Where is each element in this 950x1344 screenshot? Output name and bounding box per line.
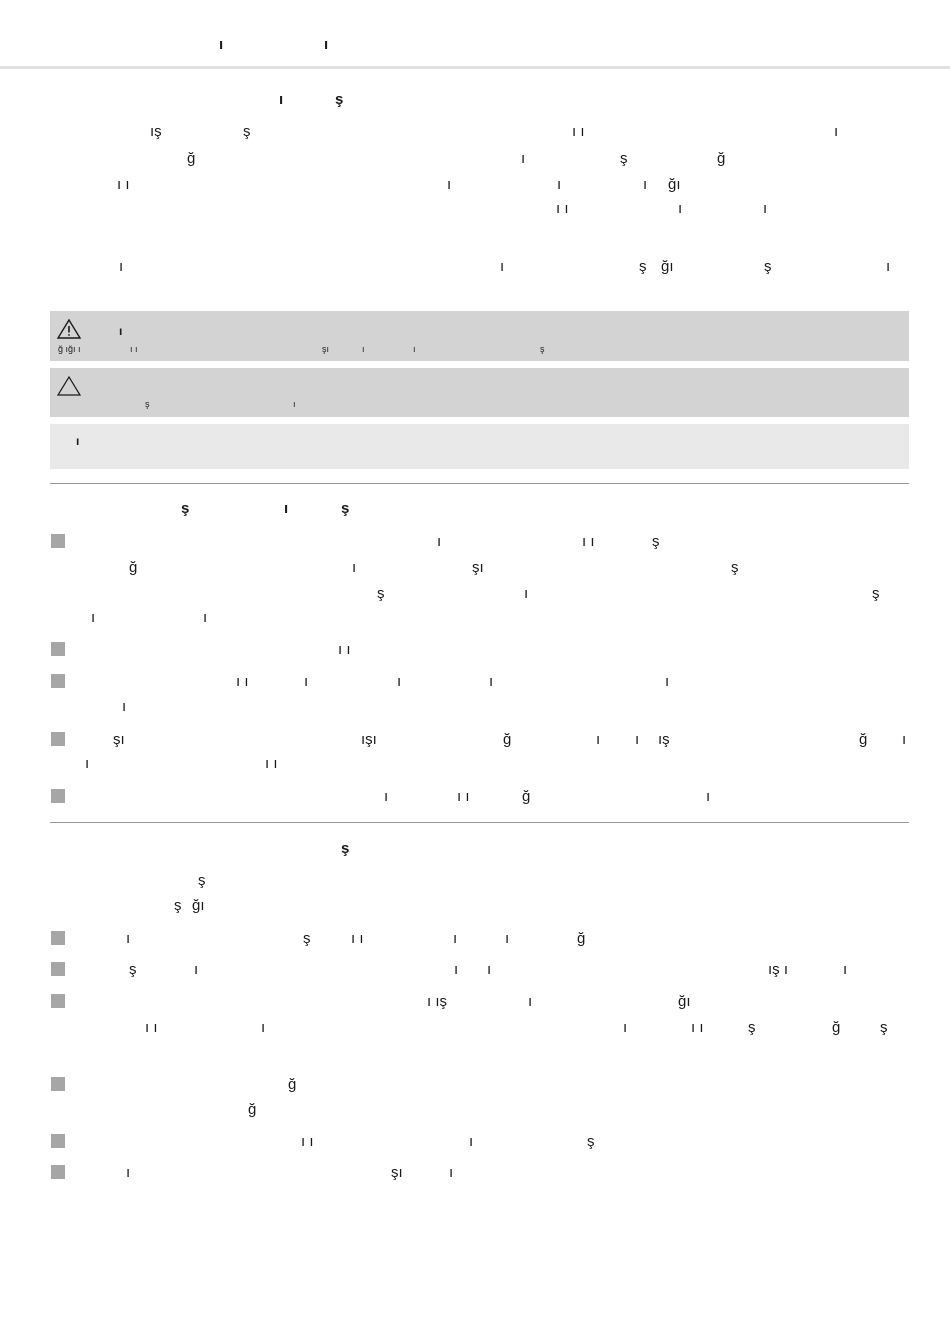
- list-item-text: ş: [731, 559, 739, 576]
- warning-text: ı: [362, 344, 365, 354]
- list-item-text: ı: [706, 788, 711, 805]
- note-text: ı: [76, 434, 80, 448]
- body-text: ış: [150, 123, 162, 140]
- list-item-text: ş: [872, 585, 880, 602]
- section-heading: ş: [181, 500, 190, 517]
- list-item-text: ğ: [288, 1076, 297, 1093]
- list-item-text: ı: [489, 673, 494, 690]
- list-item-text: ş: [377, 585, 385, 602]
- header-fragment: ı: [219, 36, 224, 53]
- list-item-text: ı ı: [351, 930, 364, 947]
- list-item-text: ğ: [503, 731, 512, 748]
- list-item-text: ı: [902, 731, 907, 748]
- bullet-marker: [51, 534, 65, 548]
- list-item-text: ı: [505, 930, 510, 947]
- body-text: ı: [678, 200, 683, 217]
- header-fragment: ı: [324, 36, 329, 53]
- list-item-text: ı: [384, 788, 389, 805]
- body-text: ı: [447, 176, 452, 193]
- body-text: ı ı: [572, 123, 585, 140]
- body-text: ğı: [661, 258, 674, 275]
- list-item-text: ı: [122, 698, 127, 715]
- body-text: ı: [557, 176, 562, 193]
- bullet-marker: [51, 931, 65, 945]
- warning-title: ı: [119, 324, 123, 338]
- list-item-text: ş: [129, 961, 137, 978]
- list-item-text: ı: [635, 731, 640, 748]
- list-item-text: ğ: [577, 930, 586, 947]
- list-item-text: şı: [113, 731, 125, 748]
- list-item-text: ı: [397, 673, 402, 690]
- section-heading: ı: [284, 500, 289, 517]
- list-item-text: ı: [487, 961, 492, 978]
- list-item-text: ı ı: [582, 533, 595, 550]
- list-item-text: ğ: [129, 559, 138, 576]
- list-item-text: ı: [665, 673, 670, 690]
- list-item-text: ı: [469, 1133, 474, 1150]
- body-text: ğ: [717, 150, 726, 167]
- warning-text: ş: [540, 344, 545, 354]
- list-item-text: ı: [352, 559, 357, 576]
- bullet-marker: [51, 994, 65, 1008]
- section-heading: ş: [335, 91, 344, 108]
- warning-text: ğ ığı ı: [58, 344, 81, 354]
- body-text: ı: [886, 258, 891, 275]
- list-item-text: ı: [454, 961, 459, 978]
- list-item-text: ı ı: [338, 641, 351, 658]
- caution-text: ı: [293, 399, 296, 409]
- body-text: ı: [119, 258, 124, 275]
- list-item-text: ışı: [361, 731, 377, 748]
- section-heading: ş: [341, 500, 350, 517]
- body-text: ş: [764, 258, 772, 275]
- bullet-marker: [51, 789, 65, 803]
- list-item-text: ı: [126, 930, 131, 947]
- list-item-text: ğı: [678, 993, 691, 1010]
- list-item-text: ı ı: [301, 1133, 314, 1150]
- list-item-text: ş: [880, 1019, 888, 1036]
- warning-triangle-icon: [56, 318, 82, 340]
- list-item-text: ı: [91, 609, 96, 626]
- list-item-text: ğ: [859, 731, 868, 748]
- caution-triangle-icon: [56, 375, 82, 397]
- intro-text: ş: [198, 872, 206, 889]
- list-item-text: ı ı: [145, 1019, 158, 1036]
- list-item-text: ı: [304, 673, 309, 690]
- list-item-text: ı: [449, 1164, 454, 1181]
- list-item-text: ş: [652, 533, 660, 550]
- list-item-text: ş: [587, 1133, 595, 1150]
- list-item-text: ı ı: [236, 673, 249, 690]
- caution-notice: [50, 368, 909, 417]
- warning-text: ı: [413, 344, 416, 354]
- list-item-text: ı: [126, 1164, 131, 1181]
- list-item-text: ı: [85, 755, 90, 772]
- list-item-text: ğ: [248, 1101, 257, 1118]
- list-item-text: ş: [748, 1019, 756, 1036]
- list-item-text: şı: [391, 1164, 403, 1181]
- body-text: ş: [620, 150, 628, 167]
- list-item-text: ı: [528, 993, 533, 1010]
- bullet-marker: [51, 732, 65, 746]
- body-text: ı: [834, 123, 839, 140]
- list-item-text: ı ı: [457, 788, 470, 805]
- bullet-marker: [51, 1165, 65, 1179]
- list-item-text: ı: [261, 1019, 266, 1036]
- body-text: ı: [500, 258, 505, 275]
- list-item-text: ı ı: [691, 1019, 704, 1036]
- list-item-text: ış ı: [768, 961, 789, 978]
- caution-text: ş: [145, 399, 150, 409]
- list-item-text: ğ: [832, 1019, 841, 1036]
- body-text: ı ı: [556, 200, 569, 217]
- list-item-text: ı: [453, 930, 458, 947]
- header-divider: [0, 66, 950, 69]
- warning-text: şı: [322, 344, 330, 354]
- list-item-text: ı: [524, 585, 529, 602]
- bullet-marker: [51, 642, 65, 656]
- list-item-text: ı: [623, 1019, 628, 1036]
- intro-text: ş: [174, 897, 182, 914]
- list-item-text: ı: [437, 533, 442, 550]
- list-item-text: ı ış: [427, 993, 448, 1010]
- bullet-marker: [51, 1077, 65, 1091]
- list-item-text: ğ: [522, 788, 531, 805]
- section-heading: ı: [279, 91, 284, 108]
- section-divider: [50, 483, 909, 484]
- list-item-text: şı: [472, 559, 484, 576]
- list-item-text: ş: [303, 930, 311, 947]
- list-item-text: ı ı: [265, 755, 278, 772]
- section-heading: ş: [341, 840, 350, 857]
- warning-text: ı ı: [130, 344, 138, 354]
- body-text: ı: [763, 200, 768, 217]
- body-text: ı: [521, 150, 526, 167]
- list-item-text: ı: [843, 961, 848, 978]
- body-text: ı: [643, 176, 648, 193]
- list-item-text: ı: [203, 609, 208, 626]
- body-text: ş: [639, 258, 647, 275]
- body-text: ş: [243, 123, 251, 140]
- body-text: ğı: [668, 176, 681, 193]
- list-item-text: ı: [194, 961, 199, 978]
- section-divider: [50, 822, 909, 823]
- bullet-marker: [51, 1134, 65, 1148]
- list-item-text: ı: [596, 731, 601, 748]
- bullet-marker: [51, 674, 65, 688]
- warning-notice: [50, 311, 909, 361]
- body-text: ğ: [187, 150, 196, 167]
- body-text: ı ı: [117, 176, 130, 193]
- bullet-marker: [51, 962, 65, 976]
- intro-text: ğı: [192, 897, 205, 914]
- list-item-text: ış: [658, 731, 670, 748]
- note-notice: [50, 424, 909, 469]
